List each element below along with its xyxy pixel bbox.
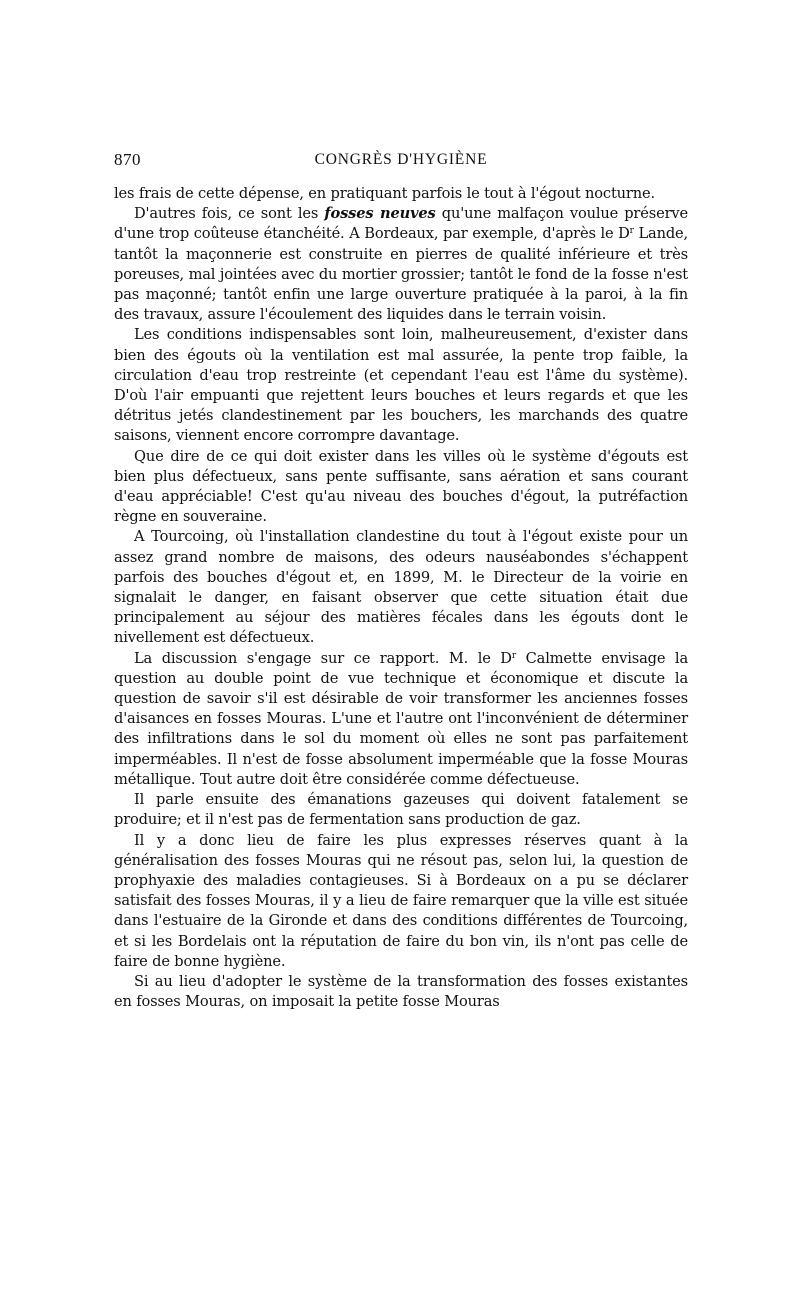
- paragraph-p6: [114, 649, 688, 790]
- paragraph-p2: [114, 204, 688, 325]
- text-segment: qu'une malfaçon voulue préserve d'une trop coûteuse étanchéité. A Bordeaux, par exemple, d'après le D: [114, 205, 688, 243]
- page-number: 870: [114, 150, 141, 169]
- superscript-text: r: [629, 226, 634, 237]
- text-segment: Lande, tantôt la maçonnerie est construite en pierres de qualité inférieure et très poreuses, mal jointées avec du mortier grossier; tantôt le fond de la fosse n'est pas maçonné; tantôt enfin une large ouverture pratiquée à la paroi, à la fin des travaux, assure l'écoulement des liquides dans le terrain voisin.: [114, 225, 689, 324]
- text-segment: Il parle ensuite des émanations gazeuses qui doivent fatalement se produire; et il n'est pas de fermentation sans production de gaz.: [114, 791, 688, 829]
- paragraph-p4: [114, 447, 688, 528]
- page-header: [114, 150, 688, 176]
- running-title: CONGRÈS D'HYGIÈNE: [314, 151, 488, 168]
- paragraph-p3: [114, 325, 688, 446]
- book-page: [114, 150, 688, 1012]
- superscript-text: r: [511, 650, 517, 661]
- paragraph-p5: [114, 527, 688, 648]
- text-segment: Que dire de ce qui doit exister dans les villes où le système d'égouts est bien plus défectueux, sans pente suffisante, sans aération et sans courant d'eau appréciable! C'est qu'au niveau des bouches d'égout, la putréfaction règne en souveraine.: [114, 447, 688, 526]
- text-segment: Si au lieu d'adopter le système de la transformation des fosses existantes en fosses Mouras, on imposait la petite fosse Mouras: [114, 972, 688, 1011]
- paragraph-p8: [114, 831, 688, 972]
- paragraph-p9: [114, 972, 688, 1012]
- text-segment: Calmette envisage la question au double point de vue technique et économique et discute la question de savoir s'il est désirable de voir transformer les anciennes fosses d'aisances en fosses Mouras. L'une et l'autre ont l'inconvénient de déterminer des infiltrations dans le sol du moment où elles ne sont pas parfaitement imperméables. Il n'est de fosse absolument imperméable que la fosse Mouras métallique. Tout autre doit être considérée comme défectueuse.: [114, 649, 688, 788]
- text-segment: les frais de cette dépense, en pratiquant parfois le tout à l'égout nocturne.: [114, 185, 655, 202]
- text-segment: Il y a donc lieu de faire les plus expresses réserves quant à la généralisation des fosses Mouras qui ne résout pas, selon lui, la question de prophyaxie des maladies contagieuses. Si à Bordeaux on a pu se déclarer satisfait des fosses Mouras, il y a lieu de faire remarquer que la ville est située dans l'estuaire de la Gironde et dans des conditions différentes de Tourcoing, et si les Bordelais ont la réputation de faire du bon vin, ils n'ont pas celle de faire de bonne hygiène.: [114, 831, 688, 970]
- text-segment: Les conditions indispensables sont loin, malheureusement, d'exister dans bien des égouts où la ventilation est mal assurée, la pente trop faible, la circulation d'eau trop restreinte (et cependant l'eau est l'âme du système). D'où l'air empuanti que rejettent leurs bouches et leurs regards et que les détritus jetés clandestinement par les bouchers, les marchands des quatre saisons, viennent encore corrompre davantage.: [114, 326, 688, 445]
- paragraph-p7: [114, 790, 688, 830]
- paragraph-p1: [114, 184, 688, 204]
- text-segment: A Tourcoing, où l'installation clandestine du tout à l'égout existe pour un assez grand nombre de maisons, des odeurs nauséabondes s'échappent parfois des bouches d'égout et, en 1899, M. le Directeur de la voirie en signalait le danger, en faisant observer que cette situation était due principalement au séjour des matières fécales dans les égouts dont le nivellement est défectueux.: [114, 528, 688, 647]
- text-segment: La discussion s'engage sur ce rapport. M. le D: [134, 649, 512, 667]
- text-segment: D'autres fois, ce sont les: [134, 205, 325, 223]
- body-text: [114, 184, 688, 1012]
- emphasized-text: fosses neuves: [324, 205, 436, 223]
